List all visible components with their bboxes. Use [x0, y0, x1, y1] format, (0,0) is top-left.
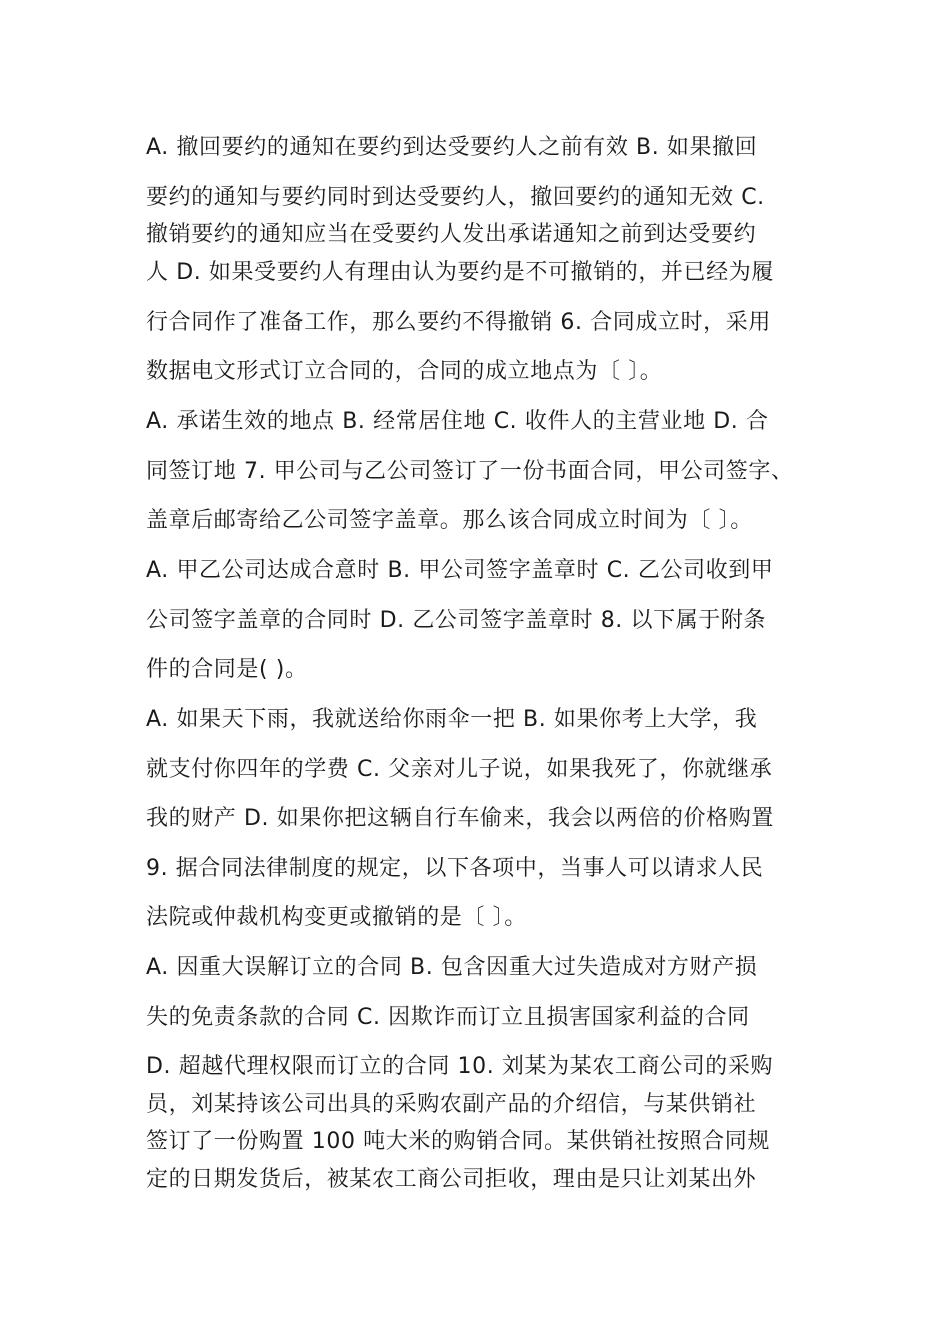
- text-line: 我的财产 D. 如果你把这辆自行车偷来，我会以两倍的价格购置: [146, 806, 774, 831]
- text-line: A. 因重大误解订立的合同 B. 包含因重大过失造成对方财产损: [146, 955, 758, 980]
- text-line: 要约的通知与要约同时到达受要约人，撤回要约的通知无效 C.: [146, 185, 765, 210]
- text-line: 人 D. 如果受要约人有理由认为要约是不可撤销的，并已经为履: [146, 260, 774, 285]
- text-line: 签订了一份购置 100 吨大米的购销合同。某供销社按照合同规: [146, 1129, 770, 1154]
- text-line: 9. 据合同法律制度的规定，以下各项中，当事人可以请求人民: [146, 856, 764, 881]
- text-line: 同签订地 7. 甲公司与乙公司签订了一份书面合同，甲公司签字、: [146, 459, 794, 484]
- text-line: A. 承诺生效的地点 B. 经常居住地 C. 收件人的主营业地 D. 合: [146, 409, 769, 434]
- text-line: 行合同作了准备工作，那么要约不得撤销 6. 合同成立时，采用: [146, 310, 771, 335]
- text-line: 失的免责条款的合同 C. 因欺诈而订立且损害国家利益的合同: [146, 1005, 750, 1030]
- text-line: 公司签字盖章的合同时 D. 乙公司签字盖章时 8. 以下属于附条: [146, 608, 767, 633]
- text-line: 撤销要约的通知应当在受要约人发出承诺通知之前到达受要约: [146, 222, 757, 247]
- text-line: A. 如果天下雨，我就送给你雨伞一把 B. 如果你考上大学，我: [146, 707, 758, 732]
- text-line: A. 撤回要约的通知在要约到达受要约人之前有效 B. 如果撤回: [146, 135, 758, 160]
- text-line: 件的合同是( )。: [146, 657, 308, 682]
- text-line: A. 甲乙公司达成合意时 B. 甲公司签字盖章时 C. 乙公司收到甲: [146, 558, 774, 583]
- text-line: 定的日期发货后，被某农工商公司拒收，理由是只让刘某出外: [146, 1167, 757, 1192]
- text-line: 法院或仲裁机构变更或撤销的是〔 〕。: [146, 905, 527, 930]
- text-line: D. 超越代理权限而订立的合同 10. 刘某为某农工商公司的采购: [146, 1054, 774, 1079]
- text-line: 盖章后邮寄给乙公司签字盖章。那么该合同成立时间为〔 〕。: [146, 508, 753, 533]
- text-line: 就支付你四年的学费 C. 父亲对儿子说，如果我死了，你就继承: [146, 757, 773, 782]
- text-line: 员，刘某持该公司出具的采购农副产品的介绍信，与某供销社: [146, 1092, 757, 1117]
- text-line: 数据电文形式订立合同的，合同的成立地点为〔 〕。: [146, 359, 663, 384]
